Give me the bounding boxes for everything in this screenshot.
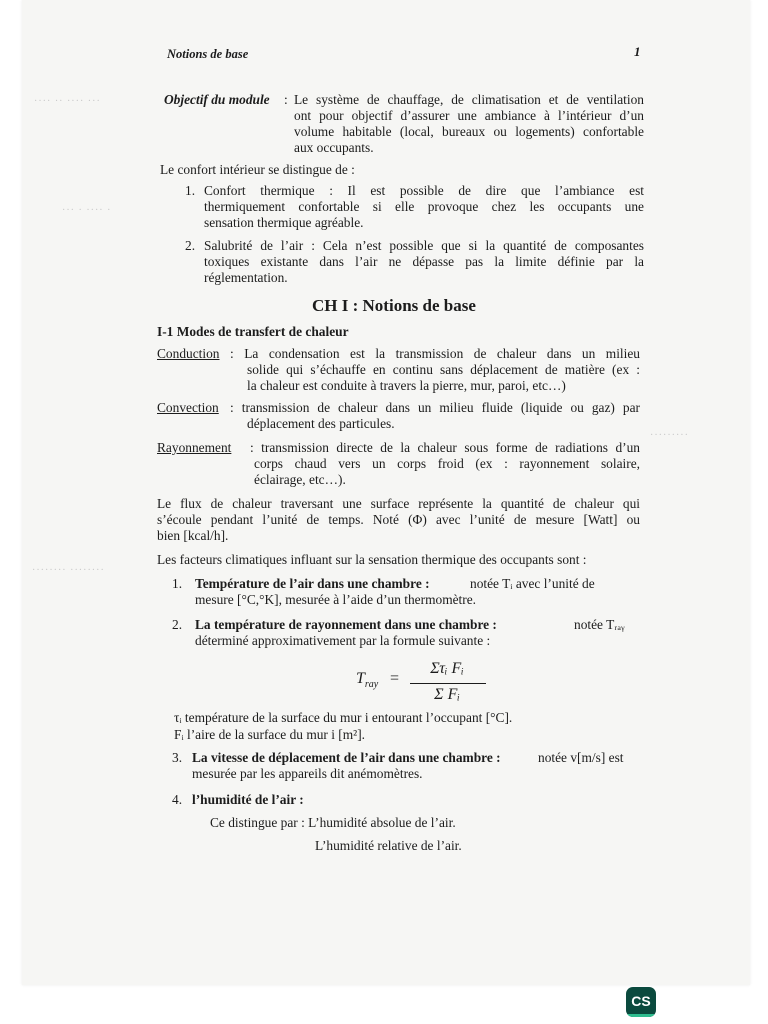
factor-number: 3.: [172, 750, 183, 765]
conduction-line-2: solide qui s’échauffe en continu sans déplacement de matière (ex :: [247, 362, 640, 377]
objective-line-2: ont pour objectif d’assurer une ambiance à l’intérieur d’un: [294, 108, 644, 123]
factor-number: 1.: [172, 576, 183, 591]
badge-text: CS: [631, 993, 651, 1009]
formula-denominator: Σ Fᵢ: [434, 686, 460, 703]
factor-2-title: La température de rayonnement dans une chambre :: [195, 617, 497, 632]
rayonnement-line-3: éclairage, etc…).: [254, 472, 346, 487]
formula-equals: =: [390, 670, 400, 687]
confort-item-2-line-1: Salubrité de l’air : Cela n’est possible que si la quantité de composantes: [204, 238, 644, 253]
document-page: [22, 0, 750, 985]
confort-item-1-line-3: sensation thermique agréable.: [204, 215, 364, 230]
confort-item-2-line-3: réglementation.: [204, 270, 288, 285]
flux-line-1: Le flux de chaleur traversant une surface représente la quantité de chaleur qui: [157, 496, 640, 511]
factor-3-rest: notée v[m/s] est: [538, 750, 624, 765]
formula-lhs: $T_{ray}$: [356, 670, 379, 691]
convection-term: Convection: [157, 400, 219, 415]
confort-intro: Le confort intérieur se distingue de :: [160, 162, 355, 177]
conduction-term: Conduction: [157, 346, 220, 361]
conduction-line-3: la chaleur est conduite à travers la pierre, mur, paroi, etc…): [247, 378, 566, 393]
factor-1-line-2: mesure [°C,°K], mesurée à l’aide d’un thermomètre.: [195, 592, 477, 607]
flux-line-2: s’écoule pendant l’unité de temps. Noté (Φ) avec l’unité de mesure [Watt] ou: [157, 512, 640, 527]
flux-line-3: bien [kcal/h].: [157, 528, 229, 543]
factor-3-title: La vitesse de déplacement de l’air dans une chambre :: [192, 750, 501, 765]
rayonnement-line-2: corps chaud vers un corps froid (ex : rayonnement solaire,: [254, 456, 640, 471]
camscanner-badge: [626, 987, 656, 1017]
confort-item-1-line-1: Confort thermique : Il est possible de dire que l’ambiance est: [204, 183, 644, 198]
confort-item-2-line-2: toxiques existante dans l’air ne dépasse pas la limite définie par la: [204, 254, 644, 269]
objective-label: Objectif du module: [164, 92, 270, 107]
factor-2-rest: notée Tᵣₐᵧ: [574, 617, 625, 632]
convection-line-1: : transmission de chaleur dans un milieu fluide (liquide ou gaz) par: [230, 400, 640, 415]
bleed-through-mark: ········ ········: [32, 565, 105, 576]
factor-number: 4.: [172, 792, 183, 807]
section-title: I-1 Modes de transfert de chaleur: [157, 324, 349, 339]
factor-1-title: Température de l’air dans une chambre :: [195, 576, 430, 591]
objective-line-4: aux occupants.: [294, 140, 374, 155]
rayonnement-term: Rayonnement: [157, 440, 232, 455]
formula-note-tau: τᵢ température de la surface du mur i entourant l’occupant [°C].: [174, 710, 513, 725]
bleed-through-mark: ·········: [650, 430, 689, 441]
formula-lhs-subscript: ray: [364, 679, 379, 691]
formula-numerator: Στᵢ Fᵢ: [430, 660, 464, 677]
formula-fraction-bar: [410, 683, 486, 684]
conduction-line-1: : La condensation est la transmission de chaleur dans un milieu: [230, 346, 640, 361]
confort-item-number: 2.: [185, 238, 196, 253]
objective-colon: :: [284, 92, 288, 107]
factors-intro: Les facteurs climatiques influant sur la sensation thermique des occupants sont :: [157, 552, 587, 567]
factor-4-title: l’humidité de l’air :: [192, 792, 304, 807]
factor-1-rest: notée Tᵢ avec l’unité de: [470, 576, 595, 591]
objective-line-3: volume habitable (local, bureaux ou logements) confortable: [294, 124, 644, 139]
objective-line-1: Le système de chauffage, de climatisation et de ventilation: [294, 92, 644, 107]
convection-line-2: déplacement des particules.: [247, 416, 395, 431]
humidity-line-1: Ce distingue par : L’humidité absolue de l’air.: [210, 815, 456, 830]
rayonnement-line-1: : transmission directe de la chaleur sous forme de radiations d’un: [250, 440, 640, 455]
confort-item-1-line-2: thermiquement confortable si elle provoque chez les occupants une: [204, 199, 644, 214]
chapter-title: CH I : Notions de base: [312, 296, 476, 315]
bleed-through-mark: ···· ·· ···· ···: [34, 96, 101, 107]
bleed-through-mark: ··· · ···· ·: [62, 205, 112, 216]
page-number: 1: [634, 44, 641, 59]
factor-3-line-2: mesurée par les appareils dit anémomètres.: [192, 766, 423, 781]
factor-2-line-2: déterminé approximativement par la formule suivante :: [195, 633, 491, 648]
factor-number: 2.: [172, 617, 183, 632]
humidity-line-2: L’humidité relative de l’air.: [315, 838, 462, 853]
confort-item-number: 1.: [185, 183, 196, 198]
running-header-title: Notions de base: [167, 47, 249, 61]
badge-accent-bar: [626, 1014, 656, 1017]
formula-note-area: Fᵢ l’aire de la surface du mur i [m²].: [174, 727, 365, 742]
